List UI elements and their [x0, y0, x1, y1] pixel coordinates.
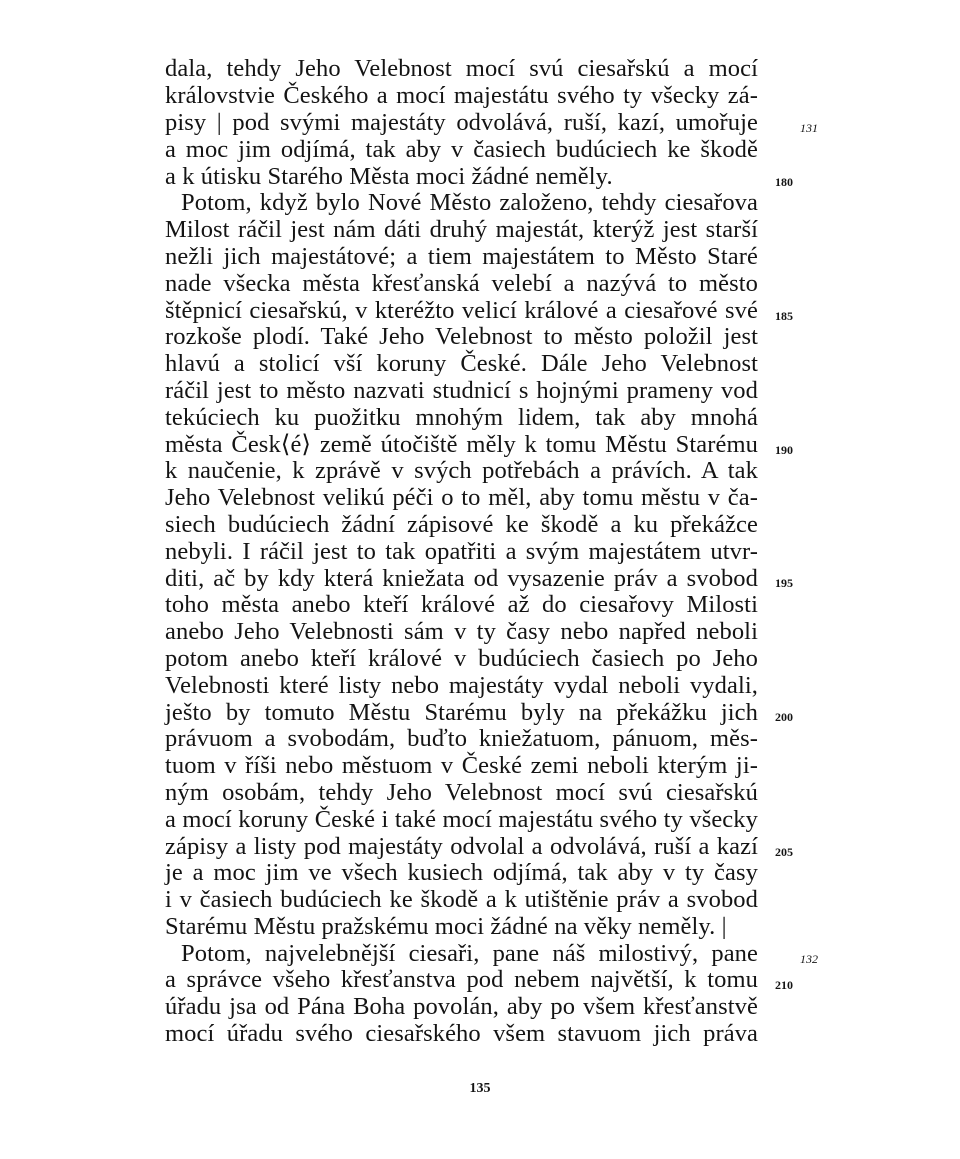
folio-marker: 131 [800, 121, 818, 135]
text-line: Milost ráčil jest nám dáti druhý majestát, kterýž jest starší [165, 216, 758, 243]
margin-line-number: 185 [775, 309, 793, 323]
text-line: hlavú a stolicí vší koruny České. Dále Jeho Velebnost [165, 350, 758, 377]
text-line: štěpnicí ciesařskú, v kteréžto velicí králové a ciesařové své [165, 297, 758, 324]
text-line: nebyli. I ráčil jest to tak opatřiti a svým majestátem utvr- [165, 538, 758, 565]
text-line: rozkoše plodí. Také Jeho Velebnost to město položil jest [165, 323, 758, 350]
text-line: Velebnosti které listy nebo majestáty vydal neboli vydali, [165, 672, 758, 699]
text-line: pisy | pod svými majestáty odvolává, ruší, kazí, umořuje [165, 109, 758, 136]
text-line: nežli jich majestátové; a tiem majestátem to Město Staré [165, 243, 758, 270]
text-line: města Česk⟨é⟩ země útočiště měly k tomu Městu Starému [165, 431, 758, 458]
text-line: tekúciech ku puožitku mnohým lidem, tak aby mnohá [165, 404, 758, 431]
text-line: a mocí koruny České i také mocí majestátu svého ty všecky [165, 806, 758, 833]
text-line: a moc jim odjímá, tak aby v časiech budúciech ke škodě [165, 136, 758, 163]
text-line: a k útisku Starého Města moci žádné neměly. [165, 163, 613, 190]
text-line: anebo Jeho Velebnosti sám v ty časy nebo napřed neboli [165, 618, 758, 645]
folio-marker: 132 [800, 952, 818, 966]
text-line: královstvie Českého a mocí majestátu svého ty všecky zá- [165, 82, 758, 109]
text-line: nade všecka města křesťanská velebí a nazývá to město [165, 270, 758, 297]
text-line: je a moc jim ve všech kusiech odjímá, tak aby v ty časy [165, 859, 758, 886]
margin-line-number: 210 [775, 978, 793, 992]
text-line: k naučenie, k zprávě v svých potřebách a právích. A tak [165, 457, 758, 484]
text-line: ješto by tomuto Městu Starému byly na překážku jich [165, 699, 758, 726]
text-line: tuom v říši nebo městuom v České zemi neboli kterým ji- [165, 752, 758, 779]
paragraph-first-line: Potom, když bylo Nové Město založeno, tehdy ciesařova [181, 189, 758, 216]
text-line: zápisy a listy pod majestáty odvolal a odvolává, ruší a kazí [165, 833, 758, 860]
text-line: dala, tehdy Jeho Velebnost mocí svú ciesařskú a mocí [165, 55, 758, 82]
text-line: potom anebo kteří králové v budúciech časiech po Jeho [165, 645, 758, 672]
margin-line-number: 190 [775, 443, 793, 457]
margin-line-number: 205 [775, 845, 793, 859]
text-line: úřadu jsa od Pána Boha povolán, aby po všem křesťanstvě [165, 993, 758, 1020]
margin-line-number: 180 [775, 175, 793, 189]
margin-line-number: 195 [775, 576, 793, 590]
text-line: diti, ač by kdy která kniežata od vysazenie práv a svobod [165, 565, 758, 592]
margin-line-number: 200 [775, 710, 793, 724]
text-line: Starému Městu pražskému moci žádné na věky neměly. | [165, 913, 727, 940]
paragraph-first-line: Potom, najvelebnější ciesaři, pane náš milostivý, pane [181, 940, 758, 967]
text-line: a správce všeho křesťanstva pod nebem najvětší, k tomu [165, 966, 758, 993]
text-line: Jeho Velebnost velikú péči o to měl, aby tomu městu v ča- [165, 484, 758, 511]
text-line: právuom a svobodám, buďto kniežatuom, pánuom, měs- [165, 725, 758, 752]
text-line: toho města anebo kteří králové až do ciesařovy Milosti [165, 591, 758, 618]
page-number: 135 [469, 1081, 491, 1096]
text-line: ráčil jest to město nazvati studnicí s hojnými prameny vod [165, 377, 758, 404]
text-line: siech budúciech žádní zápisové ke škodě a ku překážce [165, 511, 758, 538]
text-line: ným osobám, tehdy Jeho Velebnost mocí svú ciesařskú [165, 779, 758, 806]
text-line: mocí úřadu svého ciesařského všem stavuom jich práva [165, 1020, 758, 1047]
text-line: i v časiech budúciech ke škodě a k utištěnie práv a svobod [165, 886, 758, 913]
